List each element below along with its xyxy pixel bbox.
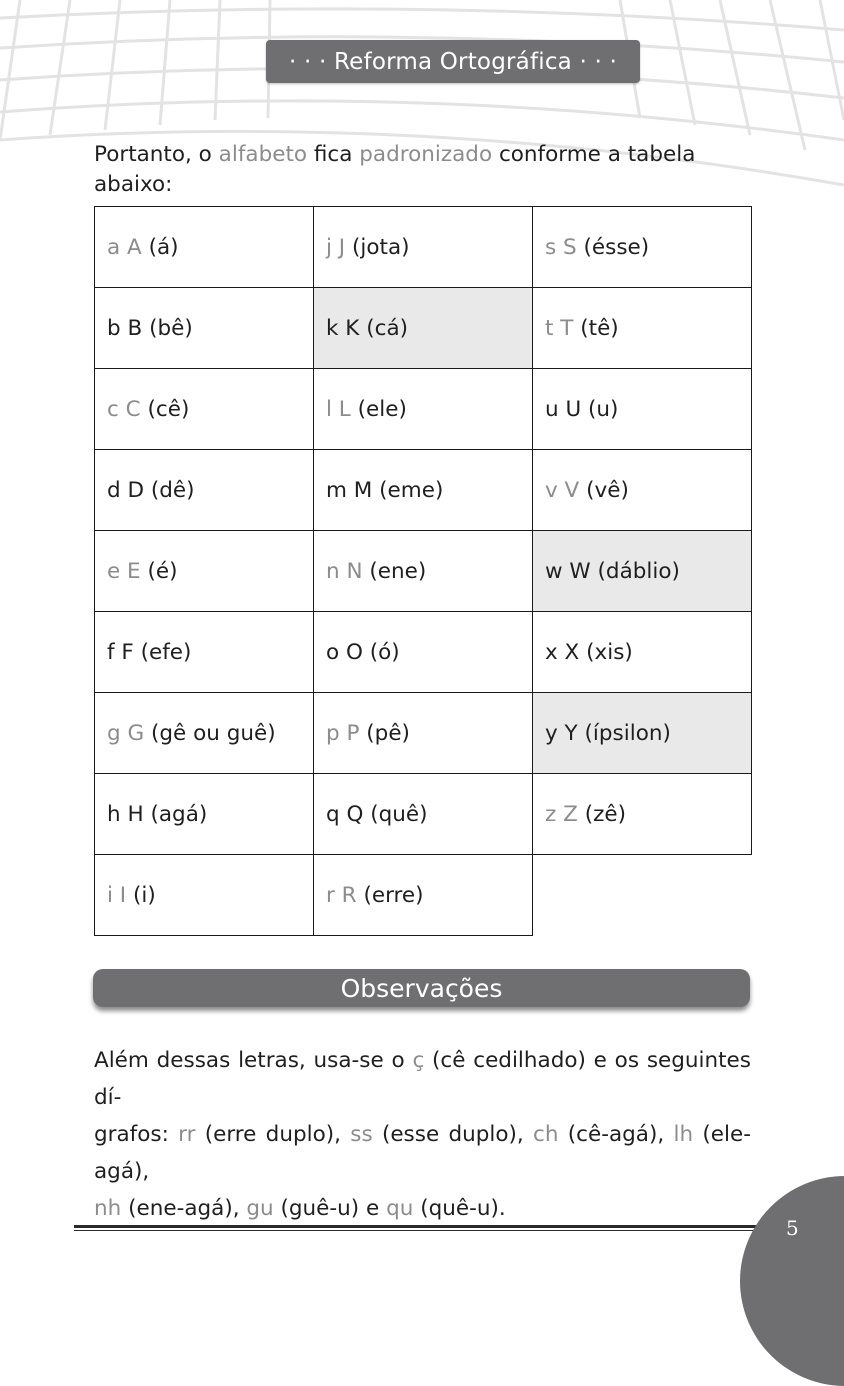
letter-name: (ele) [357,396,407,422]
letter-name: (eme) [379,477,444,503]
letter-name: (dáblio) [597,558,680,584]
alphabet-cell [313,773,533,855]
letter-name: (cê) [147,396,190,422]
letter-name: (ene) [369,558,427,584]
letter-pair: y Y [545,720,578,746]
letter-pair: x X [545,639,580,665]
letter-name: (zê) [584,801,626,827]
letter-name: (xis) [586,639,633,665]
alphabet-cell [313,530,533,612]
highlighted-term: ch [533,1122,559,1147]
footer-rule [74,1225,764,1228]
highlighted-term: ç [412,1048,425,1073]
letter-pair: n N [326,558,363,584]
letter-pair: e E [107,558,141,584]
highlighted-term: qu [386,1196,414,1221]
letter-name: (ésse) [583,234,650,260]
alphabet-cell [532,449,752,531]
alphabet-table [94,206,751,934]
alphabet-cell [94,692,314,774]
alphabet-cell [313,368,533,450]
text-run: Além dessas letras, usa-se o [94,1048,413,1073]
letter-name: (quê) [370,801,428,827]
highlighted-term: padronizado [359,142,493,167]
letter-pair: c C [107,396,141,422]
highlighted-term: lh [673,1122,694,1147]
letter-pair: v V [545,477,580,503]
alphabet-cell [94,368,314,450]
header-title: · · · Reforma Ortográfica · · · [288,48,618,75]
letter-name: (agá) [150,801,208,827]
alphabet-cell [313,692,533,774]
alphabet-cell [532,773,752,855]
letter-pair: a A [107,234,142,260]
highlighted-term: nh [94,1196,122,1221]
alphabet-cell [94,287,314,369]
alphabet-cell [313,611,533,693]
letter-name: (pê) [366,720,410,746]
alphabet-cell [94,854,314,936]
alphabet-cell [532,530,752,612]
text-run: (erre duplo), [195,1122,351,1147]
letter-pair: f F [107,639,134,665]
letter-name: (á) [148,234,179,260]
alphabet-cell [313,206,533,288]
observacoes-paragraph [94,1042,751,1227]
text-run: (esse duplo), [372,1122,534,1147]
page-number: 5 [786,1216,799,1240]
letter-name: (bê) [149,315,193,341]
highlighted-term: alfabeto [218,142,308,167]
letter-name: (i) [133,882,156,908]
observacoes-heading [93,969,750,1007]
alphabet-cell [313,449,533,531]
letter-pair: j J [326,234,346,260]
letter-name: (é) [147,558,178,584]
letter-name: (cá) [366,315,409,341]
intro-sentence [94,140,754,200]
letter-pair: g G [107,720,145,746]
alphabet-cell [532,287,752,369]
letter-pair: r R [326,882,357,908]
letter-name: (gê ou guê) [151,720,276,746]
highlighted-term: gu [246,1196,274,1221]
letter-pair: u U [545,396,582,422]
text-run: (cê cedilhado) e os seguintes dí- [94,1048,751,1110]
observacoes-title: Observações [340,973,503,1003]
text-run: fica [307,142,360,167]
letter-pair: p P [326,720,360,746]
letter-pair: h H [107,801,144,827]
alphabet-cell [94,611,314,693]
letter-pair: z Z [545,801,578,827]
alphabet-cell [94,773,314,855]
letter-pair: l L [326,396,351,422]
highlighted-term: ss [350,1122,373,1147]
letter-name: (ó) [369,639,400,665]
highlighted-term: rr [178,1122,196,1147]
alphabet-cell [313,287,533,369]
text-run: (cê-agá), [558,1122,674,1147]
alphabet-cell [532,611,752,693]
paragraph-line [94,1190,751,1227]
text-run: grafos: [94,1122,179,1147]
header-banner [266,40,640,83]
letter-pair: q Q [326,801,364,827]
letter-name: (ípsilon) [584,720,671,746]
letter-name: (erre) [363,882,424,908]
page-number-badge [740,1176,844,1386]
text-run: (ele-agá), [94,1122,751,1184]
letter-pair: w W [545,558,591,584]
letter-name: (efe) [140,639,192,665]
letter-pair: s S [545,234,577,260]
letter-pair: k K [326,315,360,341]
letter-pair: m M [326,477,373,503]
text-run: (guê-u) e [273,1196,387,1221]
alphabet-cell [94,530,314,612]
text-run: (quê-u). [413,1196,506,1221]
alphabet-cell [313,854,533,936]
alphabet-cell [94,206,314,288]
letter-pair: b B [107,315,143,341]
letter-pair: d D [107,477,145,503]
alphabet-cell [532,368,752,450]
paragraph-line [94,1042,751,1116]
letter-pair: t T [545,315,574,341]
letter-name: (u) [588,396,619,422]
letter-pair: o O [326,639,363,665]
text-run: conforme a tabela abaixo: [94,142,696,197]
paragraph-line [94,1116,751,1190]
alphabet-cell [94,449,314,531]
letter-pair: i I [107,882,127,908]
letter-name: (tê) [580,315,619,341]
alphabet-cell [532,206,752,288]
letter-name: (dê) [150,477,195,503]
letter-name: (vê) [586,477,629,503]
text-run: (ene-agá), [121,1196,247,1221]
footer-rule-thin [74,1230,764,1231]
text-run: Portanto, o [94,142,219,167]
letter-name: (jota) [352,234,410,260]
alphabet-cell [532,692,752,774]
